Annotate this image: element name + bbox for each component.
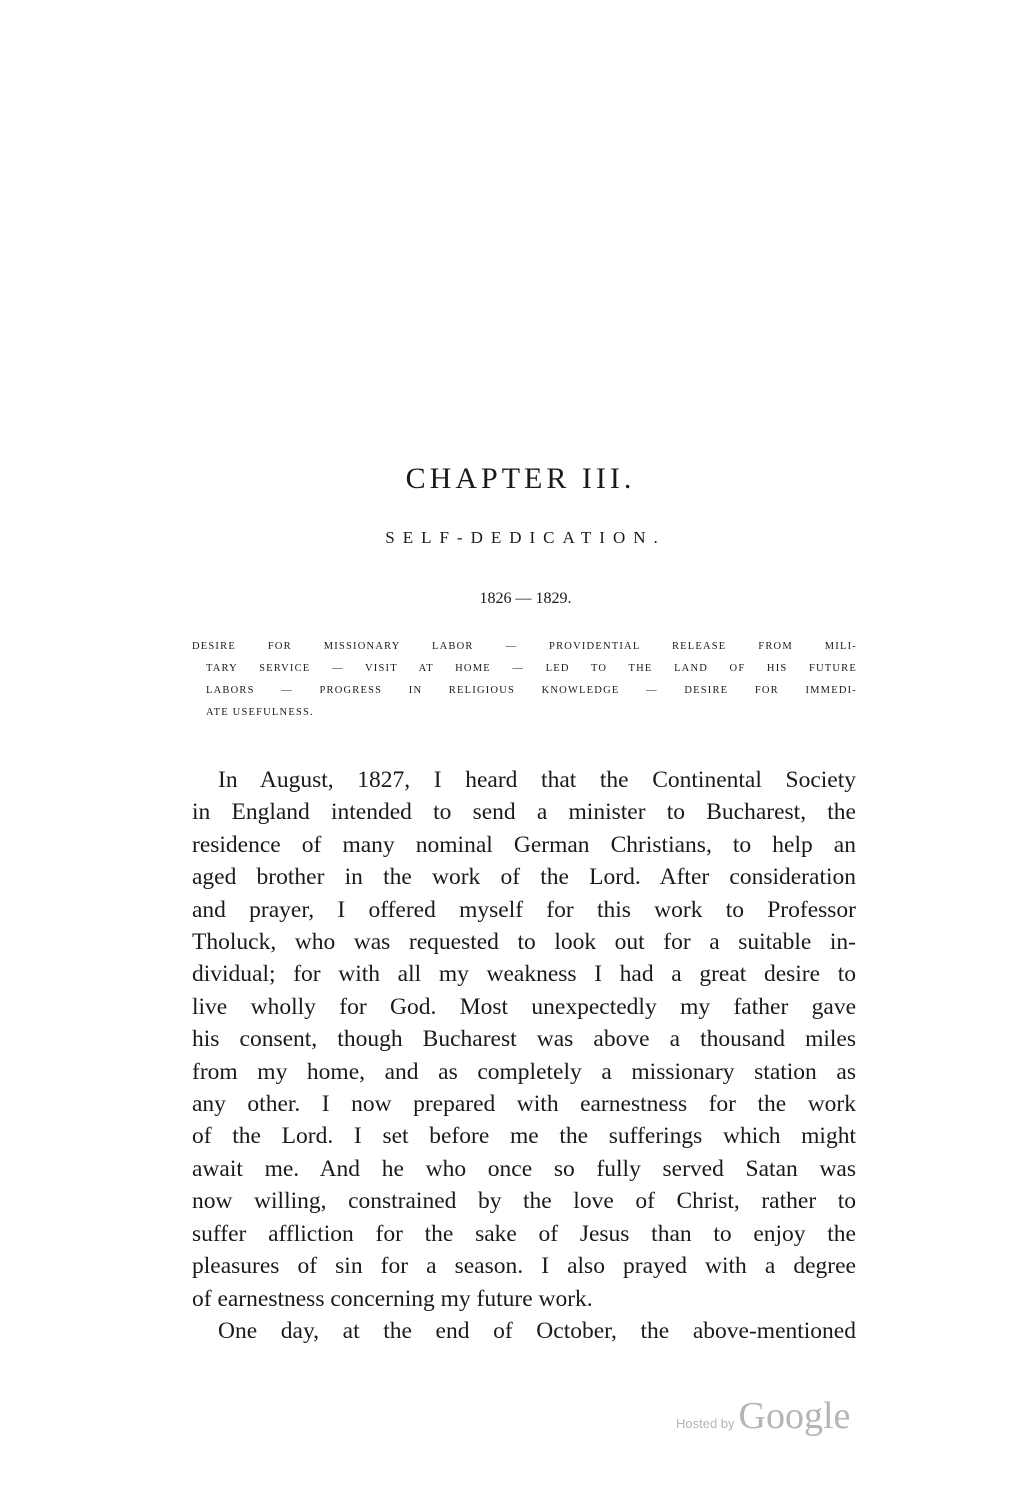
chapter-dates: 1826 — 1829. xyxy=(479,590,572,607)
text-line: and prayer, I offered myself for this work to Professor xyxy=(192,896,856,923)
text-line: from my home, and as completely a missionary station as xyxy=(192,1058,856,1085)
synopsis-line: DESIRE FOR MISSIONARY LABOR — PROVIDENTIAL RELEASE FROM MILI- xyxy=(192,641,857,652)
text-line: In August, 1827, I heard that the Continental Society xyxy=(218,767,856,793)
chapter-subtitle: SELF-DEDICATION. xyxy=(385,528,666,547)
text-line: live wholly for God. Most unexpectedly my father gave xyxy=(192,993,856,1020)
chapter-title: CHAPTER III. xyxy=(405,462,636,495)
text-line: residence of many nominal German Christians, to help an xyxy=(192,831,856,858)
hosted-by-label: Hosted by xyxy=(676,1416,735,1431)
text-line: One day, at the end of October, the above-mentioned xyxy=(218,1317,856,1344)
google-logo: Google xyxy=(738,1395,851,1437)
chapter-synopsis xyxy=(192,636,857,724)
text-line: suffer affliction for the sake of Jesus than to enjoy the xyxy=(192,1220,856,1247)
text-line: now willing, constrained by the love of Christ, rather to xyxy=(192,1188,856,1215)
text-line: dividual; for with all my weakness I had a great desire to xyxy=(192,961,856,988)
text-line: await me. And he who once so fully served Satan was xyxy=(192,1155,856,1182)
text-line: his consent, though Bucharest was above a thousand miles xyxy=(192,1026,856,1053)
text-line: Tholuck, who was requested to look out for a suitable in- xyxy=(192,929,856,956)
text-line: of the Lord. I set before me the sufferings which might xyxy=(192,1123,856,1150)
text-line: aged brother in the work of the Lord. After consideration xyxy=(192,864,856,891)
hosted-by-google-watermark xyxy=(676,1394,850,1438)
text-line: in England intended to send a minister to Bucharest, the xyxy=(192,799,856,826)
body-text xyxy=(192,764,856,1347)
paragraph-1 xyxy=(192,764,856,1315)
text-line: pleasures of sin for a season. I also prayed with a degree xyxy=(192,1253,856,1280)
synopsis-line: ATE USEFULNESS. xyxy=(206,707,314,718)
text-line: any other. I now prepared with earnestness for the work xyxy=(192,1091,856,1118)
synopsis-line: LABORS — PROGRESS IN RELIGIOUS KNOWLEDGE — DESIRE FOR IMMEDI- xyxy=(206,685,857,696)
synopsis-line: TARY SERVICE — VISIT AT HOME — LED TO THE LAND OF HIS FUTURE xyxy=(206,663,857,674)
paragraph-2 xyxy=(192,1315,856,1347)
text-line: of earnestness concerning my future work. xyxy=(192,1285,593,1312)
